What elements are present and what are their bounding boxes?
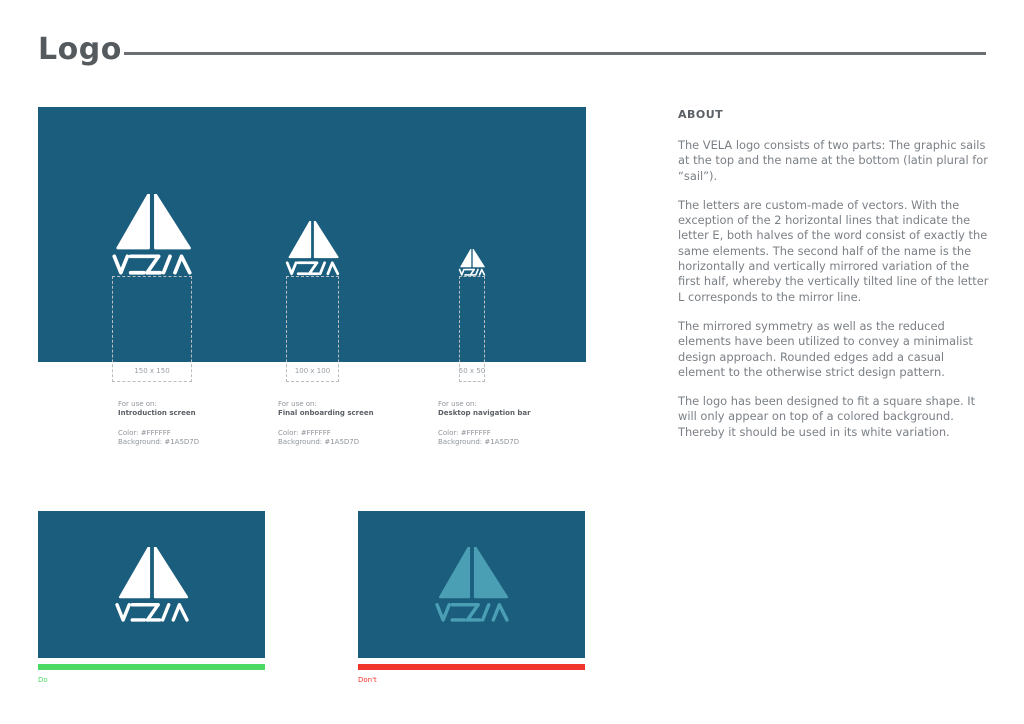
usage-context: Final onboarding screen (278, 409, 374, 417)
vela-logo-large (111, 194, 193, 276)
size-label-medium: 100 x 100 (294, 367, 331, 375)
usage-note-medium (278, 400, 374, 447)
vela-logo-incorrect (434, 547, 510, 623)
vela-logo-icon (434, 547, 510, 623)
about-paragraph: The letters are custom-made of vectors. With the exception of the 2 horizontal lines that indicate the letter E, both halves of the word consist of exactly the same elements. The second half of the name is the horizontally and vertically mirrored variation of the first half, whereby the vertically tilted line of the letter L corresponds to the mirror line. (678, 197, 989, 304)
page-title: Logo (38, 32, 122, 67)
usage-for-label: For use on: (278, 400, 317, 408)
vela-logo-icon (458, 249, 486, 276)
usage-color: Color: #FFFFFF (118, 429, 171, 437)
about-paragraph: The mirrored symmetry as well as the reduced elements have been utilized to convey a minimalist design approach. Rounded edges add a casual element to the otherwise strict design pattern. (678, 318, 973, 379)
about-paragraph: The logo has been designed to fit a square shape. It will only appear on top of a colored background. Thereby it should be used in its white variation. (678, 394, 976, 439)
about-paragraph: The VELA logo consists of two parts: The graphic sails at the top and the name at the bottom (latin plural for “sail”). (678, 138, 988, 183)
usage-color: Color: #FFFFFF (438, 429, 491, 437)
usage-for-label: For use on: (438, 400, 477, 408)
title-divider (124, 52, 986, 55)
vela-logo-icon (285, 221, 340, 276)
vela-logo-icon (111, 194, 193, 276)
vela-logo-icon (114, 547, 190, 623)
usage-context: Desktop navigation bar (438, 409, 531, 417)
usage-color: Color: #FFFFFF (278, 429, 331, 437)
vela-logo-medium (285, 221, 340, 276)
do-indicator-bar (38, 664, 265, 670)
usage-note-large (118, 400, 199, 447)
usage-context: Introduction screen (118, 409, 196, 417)
vela-logo-small (458, 249, 486, 276)
usage-background: Background: #1A5D7D (438, 438, 520, 446)
about-body (678, 138, 990, 454)
dont-caption: Don't (358, 676, 377, 684)
do-caption: Do (38, 676, 48, 684)
dont-indicator-bar (358, 664, 585, 670)
usage-note-small (438, 400, 531, 447)
about-heading: ABOUT (678, 108, 724, 121)
size-label-large: 150 x 150 (134, 367, 170, 375)
usage-for-label: For use on: (118, 400, 157, 408)
usage-background: Background: #1A5D7D (278, 438, 360, 446)
usage-background: Background: #1A5D7D (118, 438, 200, 446)
vela-logo-correct (114, 547, 190, 623)
size-label-small: 50 x 50 (458, 367, 486, 375)
